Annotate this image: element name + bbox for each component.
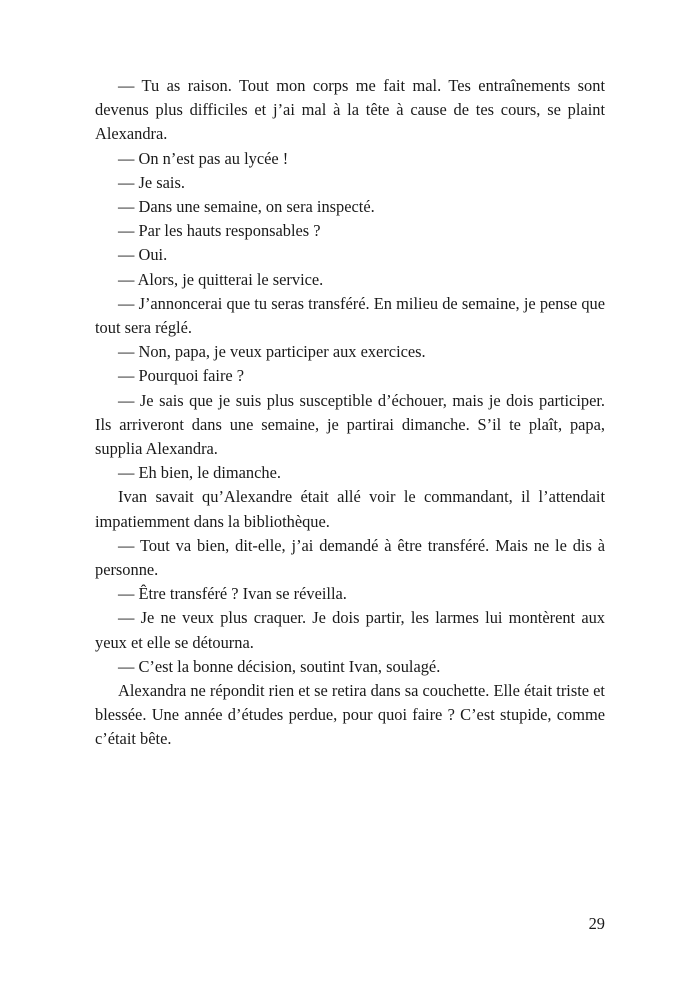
paragraph: — Je sais que je suis plus susceptible d’échouer, mais je dois participer. Ils arriveront dans une semaine, je partirai dimanche. S’il te plaît, papa, supplia Alexandra. xyxy=(95,390,605,459)
paragraph: Ivan savait qu’Alexandre était allé voir le commandant, il l’attendait impatiemment dans la bibliothèque. xyxy=(95,487,605,531)
paragraph: — On n’est pas au lycée ! xyxy=(118,148,289,168)
paragraph: — Tout va bien, dit-elle, j’ai demandé à être transféré. Mais ne le dis à personne. xyxy=(95,535,605,580)
paragraph: — Dans une semaine, on sera inspecté. xyxy=(118,197,375,217)
paragraph: — J’annoncerai que tu seras transféré. En milieu de semaine, je pense que tout sera réglé. xyxy=(95,293,605,338)
page-number: 29 xyxy=(588,914,605,933)
paragraph: — Oui. xyxy=(118,245,168,265)
paragraph: — C’est la bonne décision, soutint Ivan, soulagé. xyxy=(118,656,441,676)
paragraph: — Je sais. xyxy=(118,172,185,192)
paragraph: Alexandra ne répondit rien et se retira dans sa couchette. Elle était triste et blessée. Une année d’études perdue, pour quoi faire ? C’est stupide, comme c’était bête. xyxy=(95,681,605,749)
paragraph: — Être transféré ? Ivan se réveilla. xyxy=(118,584,347,604)
body-text xyxy=(95,74,605,752)
paragraph: — Alors, je quitterai le service. xyxy=(118,269,324,289)
paragraph: — Je ne veux plus craquer. Je dois partir, les larmes lui montèrent aux yeux et elle se détourna. xyxy=(95,608,605,652)
paragraph: — Pourquoi faire ? xyxy=(118,366,245,386)
paragraph: — Tu as raison. Tout mon corps me fait mal. Tes entraînements sont devenus plus difficiles et j’ai mal à la tête à cause de tes cours, se plaint Alexandra. xyxy=(95,76,605,144)
paragraph: — Par les hauts responsables ? xyxy=(118,221,321,241)
paragraph: — Eh bien, le dimanche. xyxy=(118,463,281,483)
paragraph: — Non, papa, je veux participer aux exercices. xyxy=(118,342,426,362)
